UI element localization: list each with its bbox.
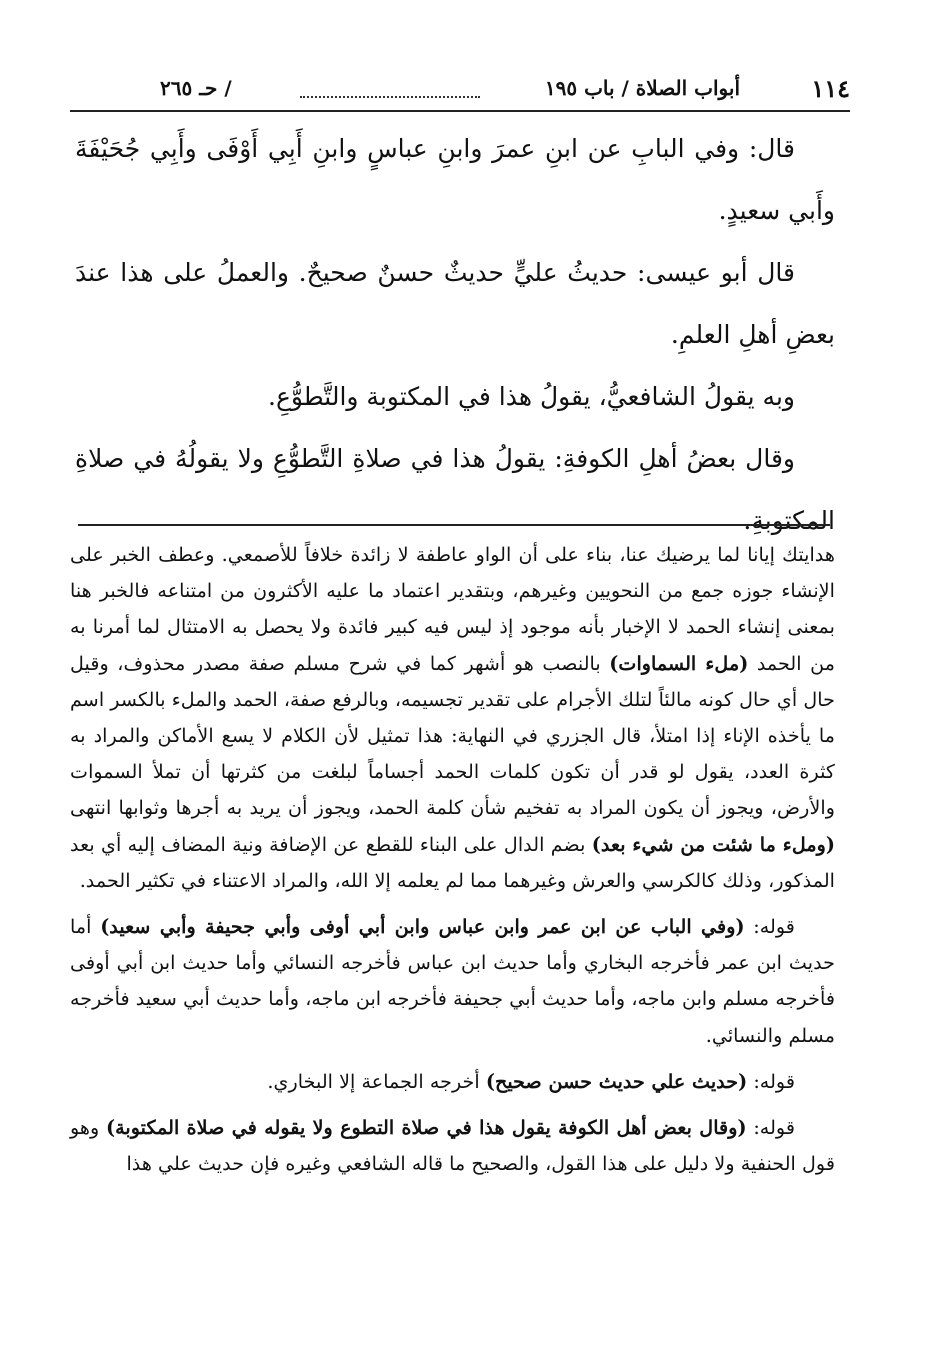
commentary-text: أخرجه الجماعة إلا البخاري.: [267, 1069, 480, 1093]
quoted-phrase: (وفي الباب عن ابن عمر وابن عباس وابن أبي أوفى وأبي جحيفة وأبي سعيد): [100, 915, 745, 939]
commentary-text: بالنصب هو أشهر كما في شرح مسلم صفة مصدر محذوف، وقيل حال أي حال كونه مالئاً لتلك الأجرام على تقدير تجسيمه، وبالرفع صفة، الحمد والملء بالكسر اسم ما يأخذه الإناء إذا امتلأ، قال الجزري في النهاية: هذا تمثيل لأن الكلام لا يسع الأماكن والمراد به كثرة العدد، يقول لو قدر أن تكون كلمات الحمد أجساماً لبلغت من كثرتها أن تملأ السموات والأرض، ويجوز أن يكون المراد به تفخيم شأن كلمة الحمد، ويجوز أن يريد به أجرها وثوابها انتهى: [70, 651, 835, 820]
commentary-paragraph: [70, 1110, 835, 1182]
commentary-text: وهو قول الحنفية ولا دليل على هذا القول، والصحيح ما قاله الشافعي وغيره فإن حديث علي هذا: [70, 1116, 835, 1176]
qawluhu-lead: قوله:: [753, 1069, 795, 1093]
page-header: [70, 70, 850, 112]
commentary-paragraph: [70, 1064, 835, 1100]
quoted-phrase: (وملء ما شئت من شيء بعد): [591, 832, 835, 856]
running-title: أبواب الصلاة / باب ١٩٥: [544, 76, 740, 100]
commentary-text: هدايتك إيانا لما يرضيك عنا، بناء على أن الواو عاطفة لا زائدة خلافاً للأصمعي. وعطف الخبر على الإنشاء جوزه جمع من النحويين وغيرهم، وبتقدير اعتماد ما عليه الأكثرون من امتناعه فالخبر هنا بمعنى إنشاء الحمد لا الإخبار بأنه موجود إذ ليس فيه كبير فائدة ولا يحصل به الامتثال لما أمرنا به من الحمد: [70, 543, 835, 675]
hadith-number: / حـ ٢٦٥: [160, 76, 232, 100]
main-paragraph: وقال بعضُ أهلِ الكوفةِ: يقولُ هذا في صلاةِ التَّطوُّعِ ولا يقولُهُ في صلاةِ المكتوبةِ.: [75, 444, 835, 535]
page-number: ١١٤: [811, 74, 850, 103]
dotted-leader: [300, 96, 480, 98]
main-paragraph: قال أبو عيسى: حديثُ عليٍّ حديثٌ حسنٌ صحيحٌ. والعملُ على هذا عندَ بعضِ أهلِ العلمِ.: [75, 258, 835, 349]
qawluhu-lead: قوله:: [753, 915, 795, 939]
qawluhu-lead: قوله:: [753, 1116, 795, 1140]
main-paragraph: قال: وفي البابِ عن ابنِ عمرَ وابنِ عباسٍ وابنِ أَبِي أَوْفَى وأَبِي جُحَيْفَةَ وأَبي سعيدٍ.: [75, 134, 835, 225]
main-text: [75, 118, 835, 552]
quoted-phrase: (ملء السماوات): [609, 651, 749, 675]
commentary-text: أما حديث ابن عمر فأخرجه البخاري وأما حديث ابن عباس فأخرجه النسائي وأما حديث ابن أبي أوفى فأخرجه مسلم وابن ماجه، وأما حديث أبي جحيفة فأخرجه ابن ماجه، وأما حديث أبي سعيد فأخرجه مسلم والنسائي.: [70, 915, 835, 1047]
quoted-phrase: (وقال بعض أهل الكوفة يقول هذا في صلاة التطوع ولا يقوله في صلاة المكتوبة): [106, 1116, 747, 1140]
main-paragraph: وبه يقولُ الشافعيُّ، يقولُ هذا في المكتوبة والتَّطوُّعِ.: [268, 382, 795, 411]
commentary: [70, 537, 835, 1182]
commentary-paragraph: [70, 909, 835, 1054]
commentary-paragraph: [70, 537, 835, 899]
quoted-phrase: (حديث علي حديث حسن صحيح): [485, 1069, 748, 1093]
separator-rule: [78, 524, 830, 526]
commentary-text: بضم الدال على البناء للقطع عن الإضافة ونية المضاف إليه أي بعد المذكور، وذلك كالكرسي والعرش وغيرهما مما لم يعلمه إلا الله، والمراد الاعتناء في تكثير الحمد.: [70, 832, 835, 892]
